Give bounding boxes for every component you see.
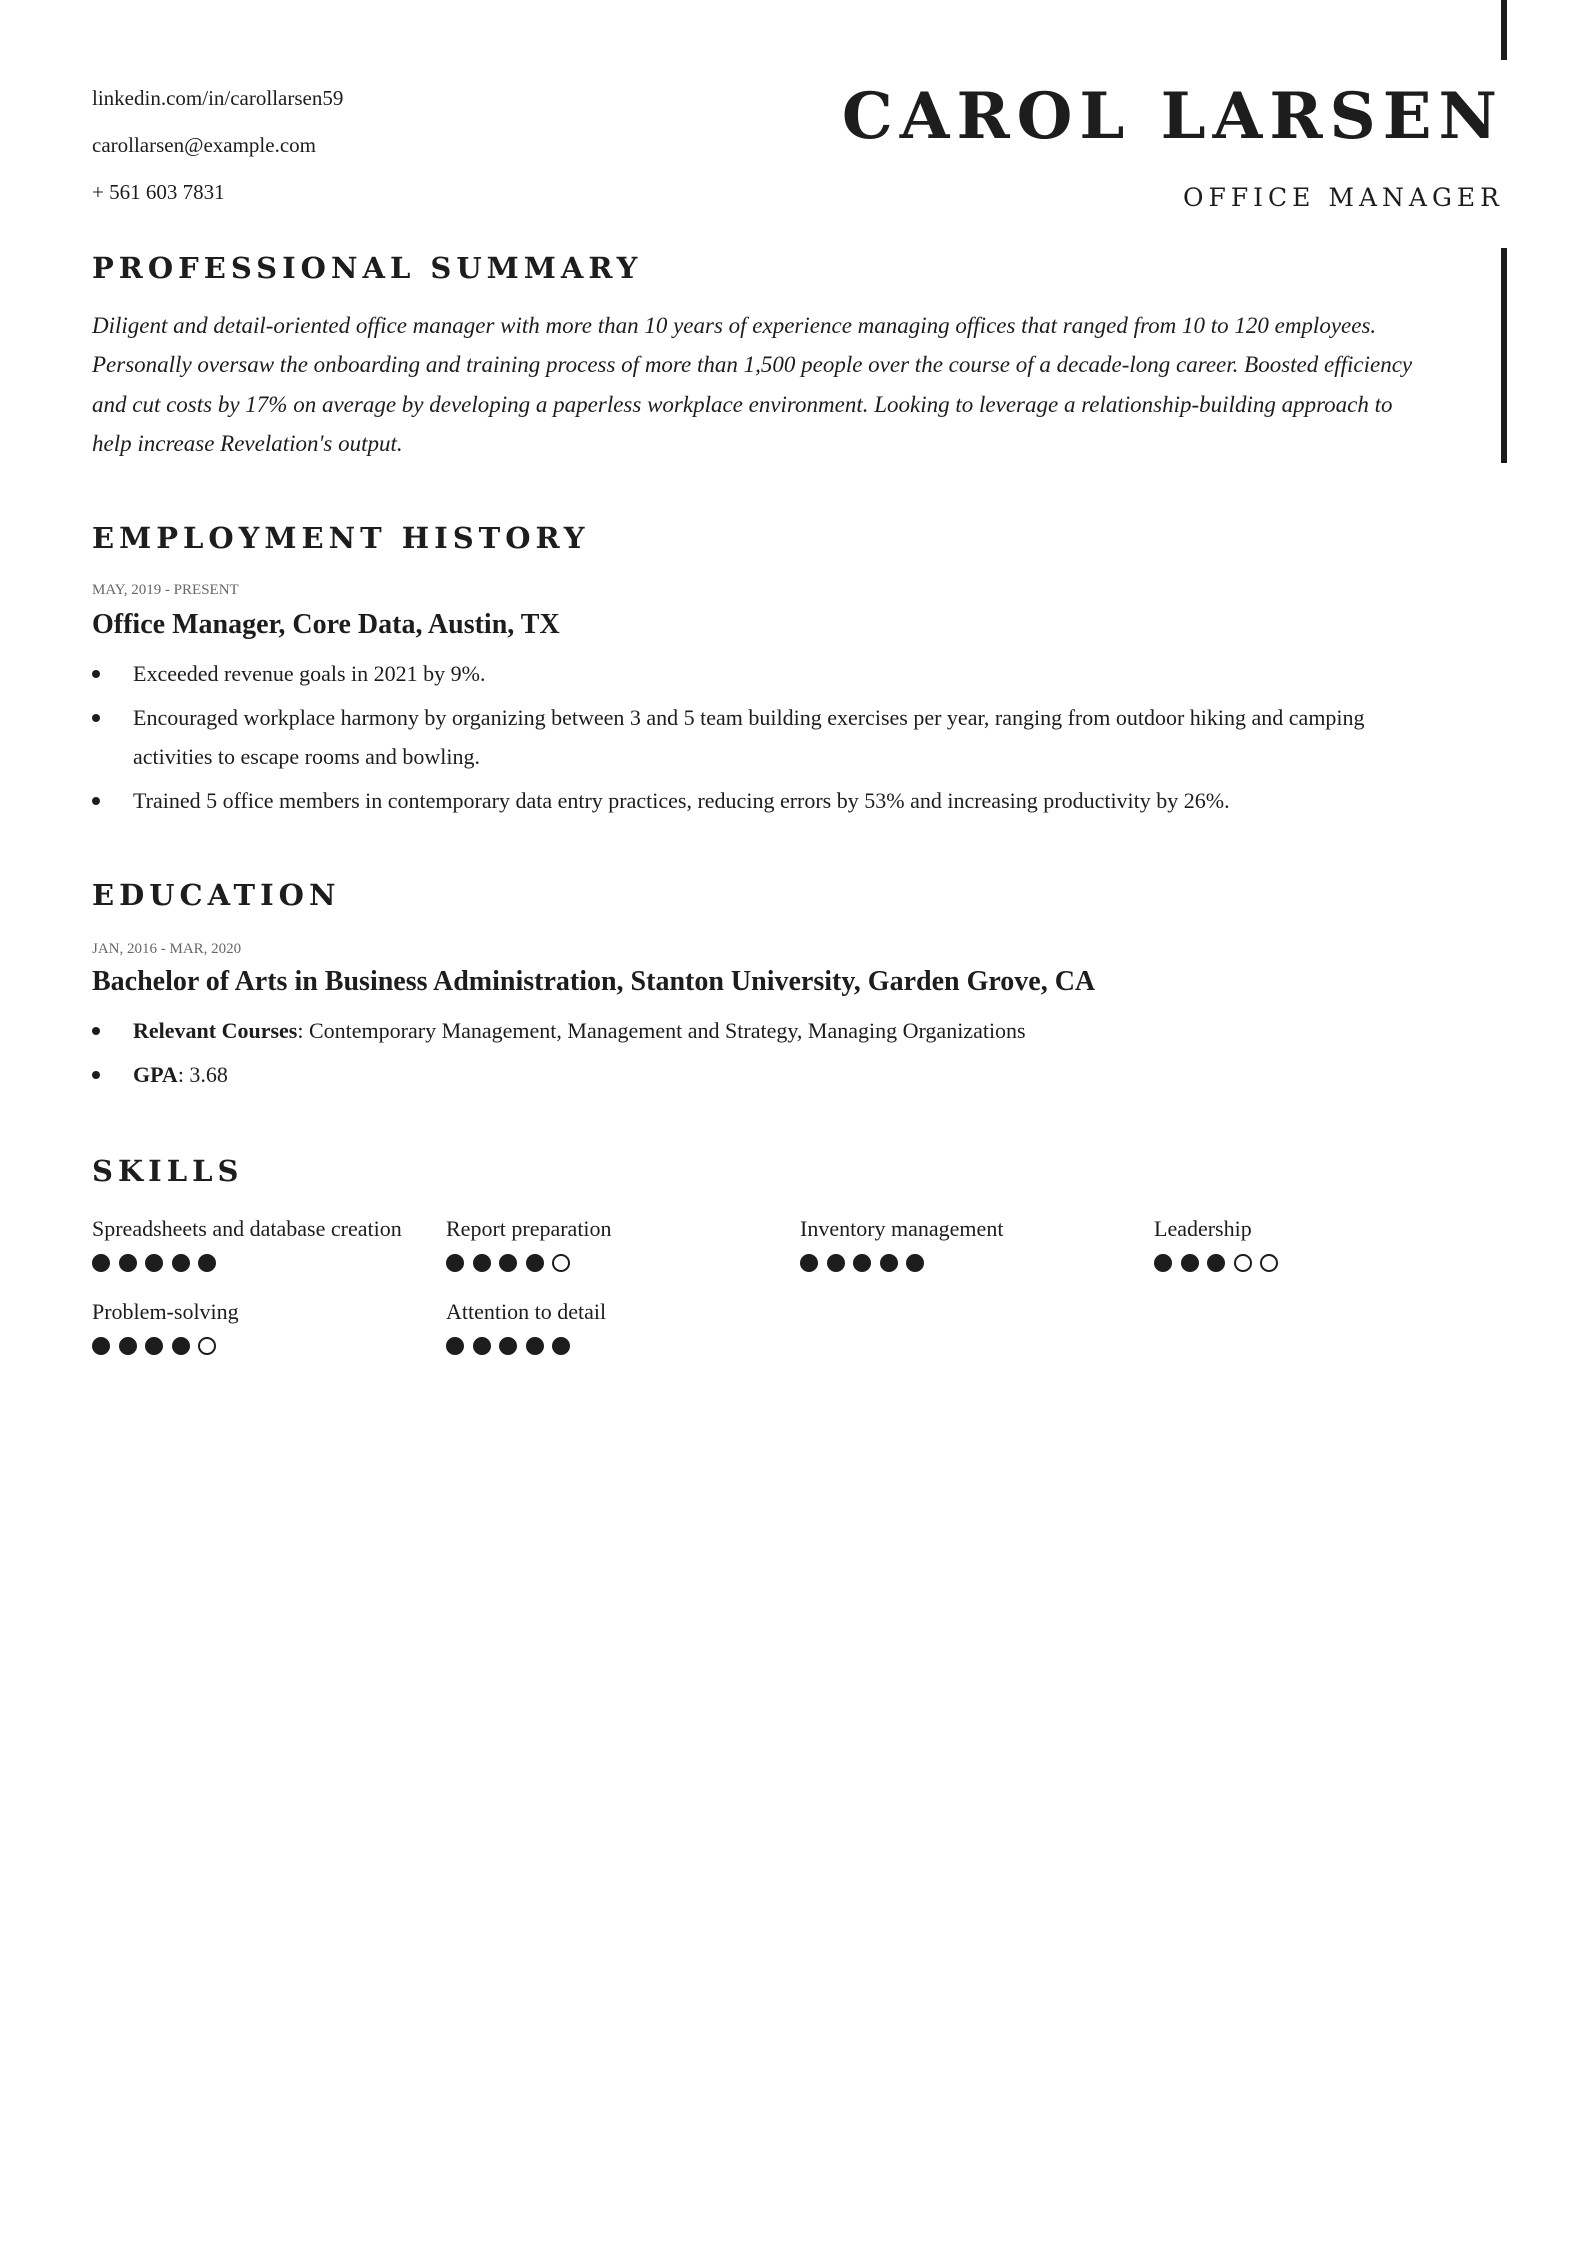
filled-dot-icon [1207,1254,1225,1272]
filled-dot-icon [906,1254,924,1272]
candidate-name: CAROL LARSEN [841,79,1504,154]
bullet-text: : 3.68 [177,1062,228,1087]
education-bullets [92,1011,1442,1099]
bullet-icon [92,670,100,678]
list-item [92,1011,1442,1050]
filled-dot-icon [526,1337,544,1355]
empty-dot-icon [198,1337,216,1355]
skill-rating [800,1254,1140,1272]
filled-dot-icon [198,1254,216,1272]
skill-name: Inventory management [800,1216,1004,1241]
skill-rating [92,1337,432,1355]
filled-dot-icon [1154,1254,1172,1272]
filled-dot-icon [800,1254,818,1272]
filled-dot-icon [92,1254,110,1272]
bullet-icon [92,797,100,805]
bullet-label: Relevant Courses [133,1018,298,1043]
filled-dot-icon [145,1337,163,1355]
filled-dot-icon [119,1337,137,1355]
filled-dot-icon [473,1337,491,1355]
skill-name: Problem-solving [92,1299,239,1324]
skill-item [446,1213,786,1272]
bullet-text: Exceeded revenue goals in 2021 by 9%. [133,661,486,686]
list-item [92,698,1442,776]
accent-bar-summary [1501,248,1507,463]
bullet-text: Trained 5 office members in contemporary data entry practices, reducing errors by 53% and increasing productivity by 26%. [133,788,1230,813]
bullet-icon [92,714,100,722]
bullet-icon [92,1071,100,1079]
list-item [92,781,1442,820]
filled-dot-icon [853,1254,871,1272]
phone-number: + 561 603 7831 [92,180,225,204]
summary-text: Diligent and detail-oriented office manager with more than 10 years of experience managing offices that ranged from 10 to 120 employees. Personally oversaw the onboarding and training process of more than 1,500 people over the course of a decade-long career. Boosted efficiency and cut costs by 17% on average by developing a paperless workplace environment. Looking to leverage a relationship-building approach to help increase Revelation's output. [92,313,1413,456]
filled-dot-icon [446,1254,464,1272]
filled-dot-icon [1181,1254,1199,1272]
empty-dot-icon [1260,1254,1278,1272]
education-degree: Bachelor of Arts in Business Administration, Stanton University, Garden Grove, CA [92,966,1096,997]
accent-bar-top [1501,0,1507,60]
filled-dot-icon [499,1337,517,1355]
education-date: JAN, 2016 - MAR, 2020 [92,941,242,957]
filled-dot-icon [92,1337,110,1355]
empty-dot-icon [552,1254,570,1272]
skill-rating [92,1254,432,1272]
filled-dot-icon [880,1254,898,1272]
skill-item [800,1213,1140,1272]
candidate-job-title: OFFICE MANAGER [1182,183,1504,212]
bullet-text: Encouraged workplace harmony by organizing between 3 and 5 team building exercises per year, ranging from outdoor hiking and camping activities to escape rooms and bowling. [133,705,1365,769]
employment-bullets [92,654,1442,825]
skills-heading: SKILLS [92,1154,244,1188]
summary-heading: PROFESSIONAL SUMMARY [92,251,643,285]
skill-rating [446,1254,786,1272]
filled-dot-icon [499,1254,517,1272]
bullet-text: : Contemporary Management, Management and Strategy, Managing Organizations [297,1018,1026,1043]
filled-dot-icon [473,1254,491,1272]
bullet-icon [92,1027,100,1035]
skill-item [92,1213,432,1272]
skill-rating [1154,1254,1494,1272]
contact-info [92,80,343,221]
filled-dot-icon [172,1254,190,1272]
skill-name: Attention to detail [446,1299,607,1324]
skill-name: Report preparation [446,1216,612,1241]
filled-dot-icon [827,1254,845,1272]
employment-date: MAY, 2019 - PRESENT [92,582,239,598]
skill-name: Spreadsheets and database creation [92,1216,402,1241]
filled-dot-icon [526,1254,544,1272]
skill-name: Leadership [1154,1216,1252,1241]
linkedin-link[interactable]: linkedin.com/in/carollarsen59 [92,86,344,110]
email-link[interactable]: carollarsen@example.com [92,133,316,157]
employment-position: Office Manager, Core Data, Austin, TX [92,609,560,640]
empty-dot-icon [1234,1254,1252,1272]
employment-heading: EMPLOYMENT HISTORY [92,521,590,555]
skill-item [446,1296,786,1355]
education-heading: EDUCATION [92,878,341,912]
bullet-label: GPA [133,1062,178,1087]
list-item [92,1055,1442,1094]
skill-item [1154,1213,1494,1272]
filled-dot-icon [145,1254,163,1272]
list-item [92,654,1442,693]
skill-item [92,1296,432,1355]
skill-rating [446,1337,786,1355]
filled-dot-icon [119,1254,137,1272]
filled-dot-icon [446,1337,464,1355]
filled-dot-icon [172,1337,190,1355]
filled-dot-icon [552,1337,570,1355]
